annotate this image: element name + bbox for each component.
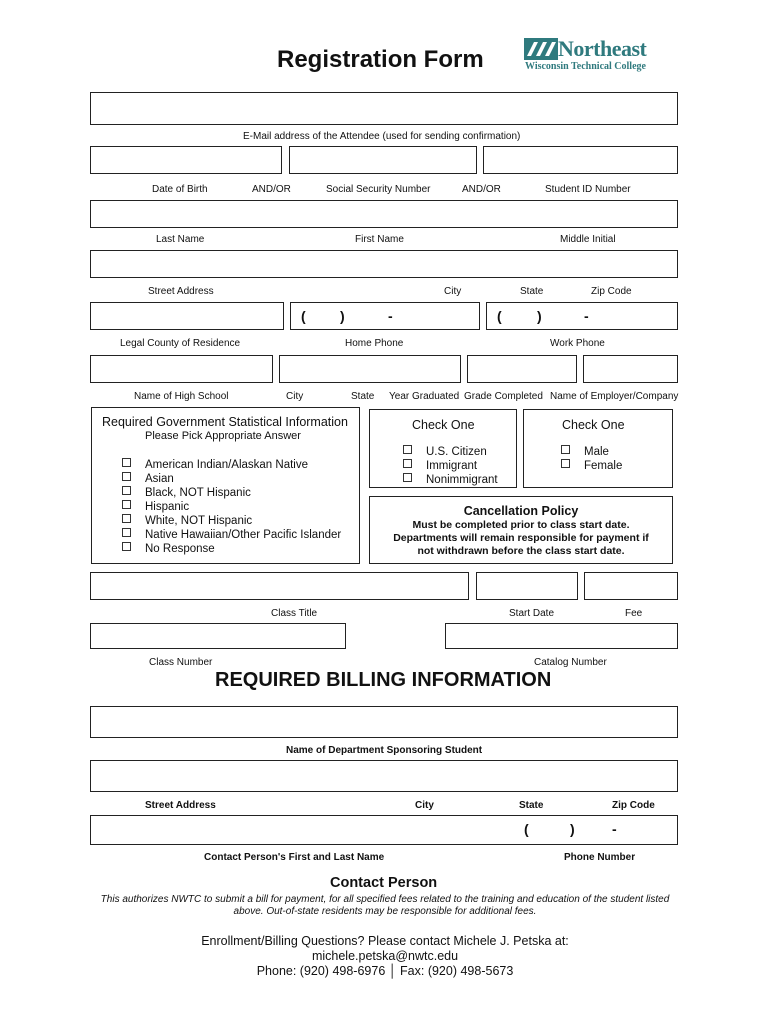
cancellation-line: Must be completed prior to class start date.	[412, 519, 630, 531]
andor-label: AND/OR	[462, 184, 501, 195]
citizenship-option[interactable]: U.S. Citizen	[403, 445, 487, 458]
class-number-label: Class Number	[149, 657, 213, 668]
contact-phone-label: Phone Number	[564, 852, 636, 863]
student-id-label: Student ID Number	[545, 184, 631, 195]
catalog-number-label: Catalog Number	[534, 657, 607, 668]
footer-contact-line: Enrollment/Billing Questions? Please contact Michele J. Petska at:	[201, 934, 569, 948]
college-logo	[524, 36, 658, 76]
authorization-text: above. Out-of-state residents may be responsible for additional fees.	[233, 906, 537, 917]
citizenship-title: Check One	[412, 418, 475, 432]
checkbox-icon[interactable]	[122, 458, 131, 467]
phone-mask-open: (	[301, 308, 306, 324]
ethnicity-option[interactable]: Black, NOT Hispanic	[122, 486, 251, 499]
hs-state-label: State	[351, 391, 375, 402]
gender-option[interactable]: Female	[561, 459, 622, 472]
checkbox-icon[interactable]	[122, 528, 131, 537]
citizenship-option[interactable]: Immigrant	[403, 459, 477, 472]
contact-field[interactable]	[90, 815, 678, 845]
statistical-info-panel	[91, 407, 360, 564]
employer-label: Name of Employer/Company	[550, 391, 679, 402]
checkbox-icon[interactable]	[122, 472, 131, 481]
phone-mask-dash: -	[388, 308, 393, 324]
email-field[interactable]	[90, 92, 678, 125]
class-number-field[interactable]	[90, 623, 346, 649]
fee-field[interactable]	[584, 572, 678, 600]
department-label: Name of Department Sponsoring Student	[286, 745, 483, 756]
county-field[interactable]	[90, 302, 284, 330]
start-date-field[interactable]	[476, 572, 578, 600]
checkbox-icon[interactable]	[561, 445, 570, 454]
gender-panel	[523, 409, 673, 488]
ssn-label: Social Security Number	[326, 184, 431, 195]
footer-phone-fax: Phone: (920) 498-6976 │ Fax: (920) 498-5673	[256, 964, 514, 978]
checkbox-icon[interactable]	[403, 473, 412, 482]
hs-city-state-field[interactable]	[279, 355, 461, 383]
cancellation-policy-panel	[369, 496, 673, 564]
address-field[interactable]	[90, 250, 678, 278]
dob-label: Date of Birth	[152, 184, 208, 195]
start-date-label: Start Date	[509, 608, 555, 619]
ssn-field[interactable]	[289, 146, 477, 174]
phone-mask-dash: -	[612, 821, 617, 837]
class-title-field[interactable]	[90, 572, 469, 600]
checkbox-icon[interactable]	[122, 486, 131, 495]
cancellation-line: Departments will remain responsible for payment if	[393, 532, 649, 544]
name-field[interactable]	[90, 200, 678, 228]
gender-title: Check One	[562, 418, 625, 432]
andor-label: AND/OR	[252, 184, 291, 195]
contact-name-label: Contact Person's First and Last Name	[204, 852, 385, 863]
footer-email[interactable]: michele.petska@nwtc.edu	[311, 949, 459, 963]
checkbox-icon[interactable]	[403, 445, 412, 454]
ethnicity-option[interactable]: White, NOT Hispanic	[122, 514, 252, 527]
phone-mask-open: (	[497, 308, 502, 324]
year-grade-field[interactable]	[467, 355, 577, 383]
ethnicity-option[interactable]: Asian	[122, 472, 174, 485]
middle-initial-label: Middle Initial	[560, 234, 616, 245]
ethnicity-option[interactable]: Native Hawaiian/Other Pacific Islander	[122, 528, 341, 541]
billing-city-label: City	[415, 800, 434, 811]
phone-mask-close: )	[340, 308, 345, 324]
logo-subtitle: Wisconsin Technical College	[525, 61, 646, 72]
street-label: Street Address	[148, 286, 214, 297]
phone-mask-dash: -	[584, 308, 589, 324]
class-title-label: Class Title	[271, 608, 318, 619]
ethnicity-option[interactable]: No Response	[122, 542, 215, 555]
work-phone-field[interactable]	[486, 302, 678, 330]
student-id-field[interactable]	[483, 146, 678, 174]
cancellation-line: not withdrawn before the class start date.	[417, 545, 625, 557]
ethnicity-option[interactable]: Hispanic	[122, 500, 189, 513]
phone-mask-close: )	[570, 821, 575, 837]
checkbox-icon[interactable]	[122, 514, 131, 523]
statistical-title: Required Government Statistical Information	[102, 415, 348, 429]
authorization-text: This authorizes NWTC to submit a bill for payment, for all specified fees related to the training and education of the student listed	[100, 894, 670, 905]
billing-address-field[interactable]	[90, 760, 678, 792]
fee-label: Fee	[625, 608, 643, 619]
checkbox-icon[interactable]	[122, 542, 131, 551]
checkbox-icon[interactable]	[561, 459, 570, 468]
phone-mask-open: (	[524, 821, 529, 837]
hs-city-label: City	[286, 391, 304, 402]
city-label: City	[444, 286, 462, 297]
gender-option[interactable]: Male	[561, 445, 609, 458]
ethnicity-option[interactable]: American Indian/Alaskan Native	[122, 458, 308, 471]
contact-person-heading: Contact Person	[330, 875, 438, 891]
phone-mask-close: )	[537, 308, 542, 324]
work-phone-label: Work Phone	[550, 338, 605, 349]
logo-mark-icon	[524, 38, 558, 60]
billing-zip-label: Zip Code	[612, 800, 655, 811]
home-phone-label: Home Phone	[345, 338, 404, 349]
high-school-label: Name of High School	[134, 391, 229, 402]
department-field[interactable]	[90, 706, 678, 738]
checkbox-icon[interactable]	[122, 500, 131, 509]
grade-completed-label: Grade Completed	[464, 391, 543, 402]
citizenship-option[interactable]: Nonimmigrant	[403, 473, 498, 486]
county-label: Legal County of Residence	[120, 338, 241, 349]
dob-field[interactable]	[90, 146, 282, 174]
last-name-label: Last Name	[156, 234, 205, 245]
cancellation-title: Cancellation Policy	[463, 504, 579, 518]
page-title: Registration Form	[277, 46, 484, 73]
year-graduated-label: Year Graduated	[389, 391, 460, 402]
billing-state-label: State	[519, 800, 544, 811]
state-label: State	[520, 286, 544, 297]
catalog-number-field[interactable]	[445, 623, 678, 649]
high-school-field[interactable]	[90, 355, 273, 383]
checkbox-icon[interactable]	[403, 459, 412, 468]
employer-field[interactable]	[583, 355, 678, 383]
zip-label: Zip Code	[591, 286, 632, 297]
logo-name: Northeast	[558, 36, 647, 61]
email-label: E-Mail address of the Attendee (used for sending confirmation)	[243, 131, 521, 142]
billing-heading: REQUIRED BILLING INFORMATION	[215, 669, 552, 691]
billing-street-label: Street Address	[145, 800, 216, 811]
citizenship-panel	[369, 409, 517, 488]
statistical-subtitle: Please Pick Appropriate Answer	[145, 430, 301, 442]
home-phone-field[interactable]	[290, 302, 480, 330]
first-name-label: First Name	[355, 234, 404, 245]
